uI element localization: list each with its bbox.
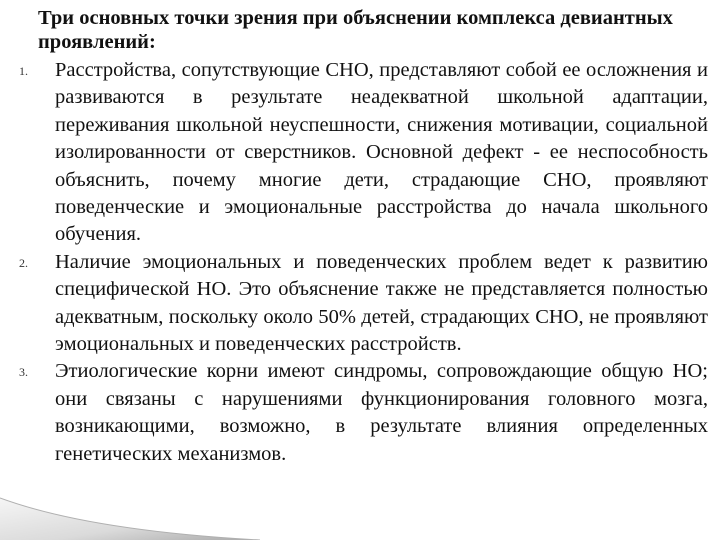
list-item-text: Наличие эмоциональных и поведенческих проблем ведет к развитию специфической НО. Это объяснение также не представляется полностью адекватным, поскольку около 50% детей, страдающих СНО, не проявляют эмоциональных и поведенческих расстройств. xyxy=(55,250,708,356)
list-item-number: 1. xyxy=(19,64,28,78)
list-item xyxy=(0,249,708,359)
list-item xyxy=(0,57,708,249)
list-item xyxy=(0,358,708,468)
list-item-number: 2. xyxy=(19,255,28,270)
list-item-number: 3. xyxy=(19,365,28,380)
numbered-list xyxy=(0,57,720,468)
list-item-text: Расстройства, сопутствующие СНО, представляют собой ее осложнения и развиваются в результате неадекватной школьной адаптации, переживания школьной неуспешности, снижения мотивации, социальной изолированности от сверстников. Основной дефект - ее неспособность объяснить, почему многие дети, страдающие СНО, проявляют поведенческие и эмоциональные расстройства до начала школьного обучения. xyxy=(55,59,708,246)
list-item-text: Этиологические корни имеют синдромы, сопровождающие общую НО; они связаны с нарушениями функционирования головного мозга, возникающими, возможно, в результате влияния определенных генетических механизмов. xyxy=(55,360,708,465)
page-curl-decoration xyxy=(0,480,260,540)
slide-title: Три основных точки зрения при объяснении комплекса девиантных проявлений: xyxy=(38,7,673,53)
